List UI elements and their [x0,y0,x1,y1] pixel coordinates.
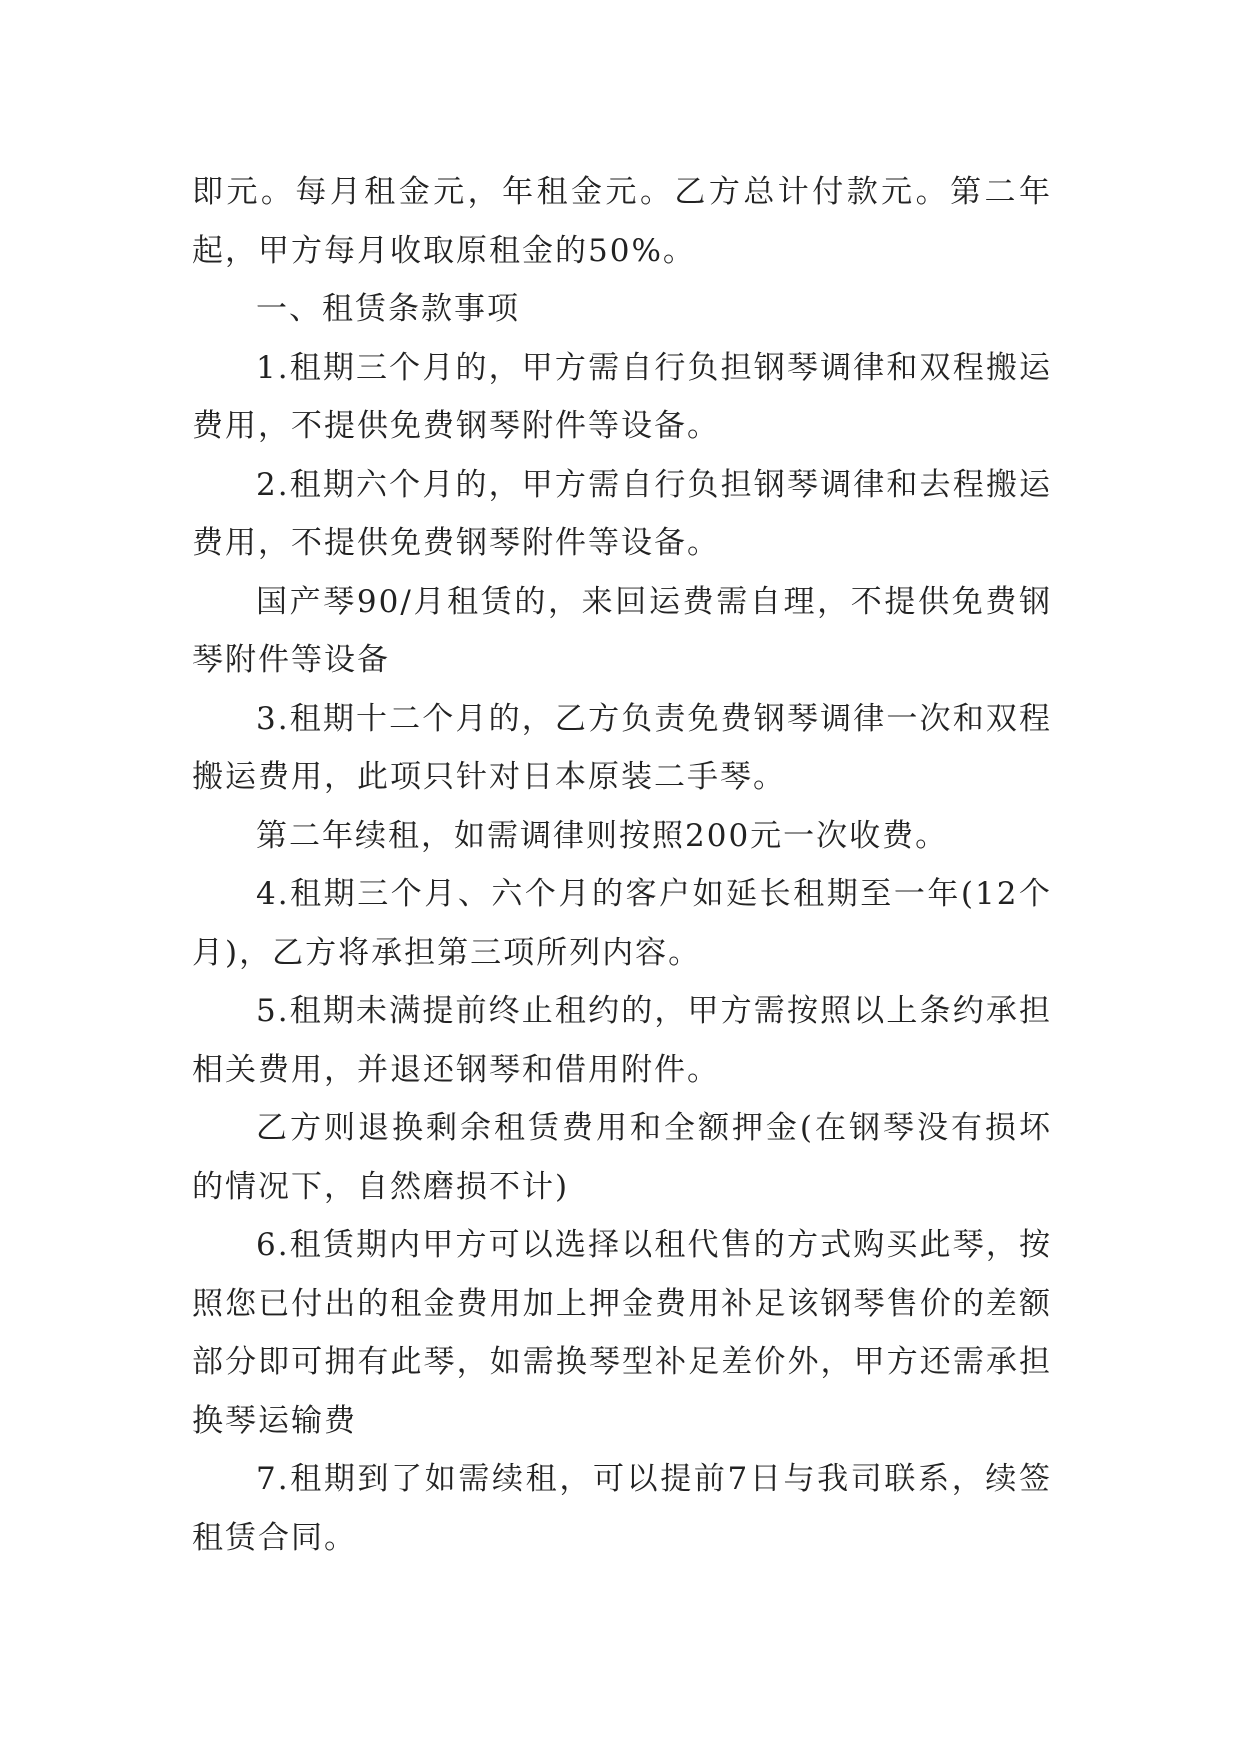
document-body [192,163,1052,1567]
clause-1: 1.租期三个月的，甲方需自行负担钢琴调律和双程搬运费用，不提供免费钢琴附件等设备。 [192,349,1052,444]
clause-6: 6.租赁期内甲方可以选择以租代售的方式购买此琴，按照您已付出的租金费用加上押金费用补足该钢琴售价的差额部分即可拥有此琴，如需换琴型补足差价外，甲方还需承担换琴运输费 [192,1227,1052,1439]
clause-2: 2.租期六个月的，甲方需自行负担钢琴调律和去程搬运费用，不提供免费钢琴附件等设备。 [192,466,1052,561]
section-heading-lease-terms: 一、租赁条款事项 [256,291,520,327]
paragraph-rent-terms: 即元。每月租金元，年租金元。乙方总计付款元。第二年起，甲方每月收取原租金的50%。 [192,174,1052,269]
clause-3-note: 第二年续租，如需调律则按照200元一次收费。 [256,817,949,854]
clause-2-note: 国产琴90/月租赁的，来回运费需自理，不提供免费钢琴附件等设备 [192,583,1052,678]
clause-4: 4.租期三个月、六个月的客户如延长租期至一年(12个月)，乙方将承担第三项所列内容。 [192,876,1052,971]
clause-5: 5.租期未满提前终止租约的，甲方需按照以上条约承担相关费用，并退还钢琴和借用附件。 [192,993,1052,1088]
clause-7: 7.租期到了如需续租，可以提前7日与我司联系，续签租赁合同。 [192,1461,1052,1556]
clause-5-note: 乙方则退换剩余租赁费用和全额押金(在钢琴没有损坏的情况下，自然磨损不计) [192,1110,1052,1205]
clause-3: 3.租期十二个月的，乙方负责免费钢琴调律一次和双程搬运费用，此项只针对日本原装二手琴。 [192,700,1052,795]
